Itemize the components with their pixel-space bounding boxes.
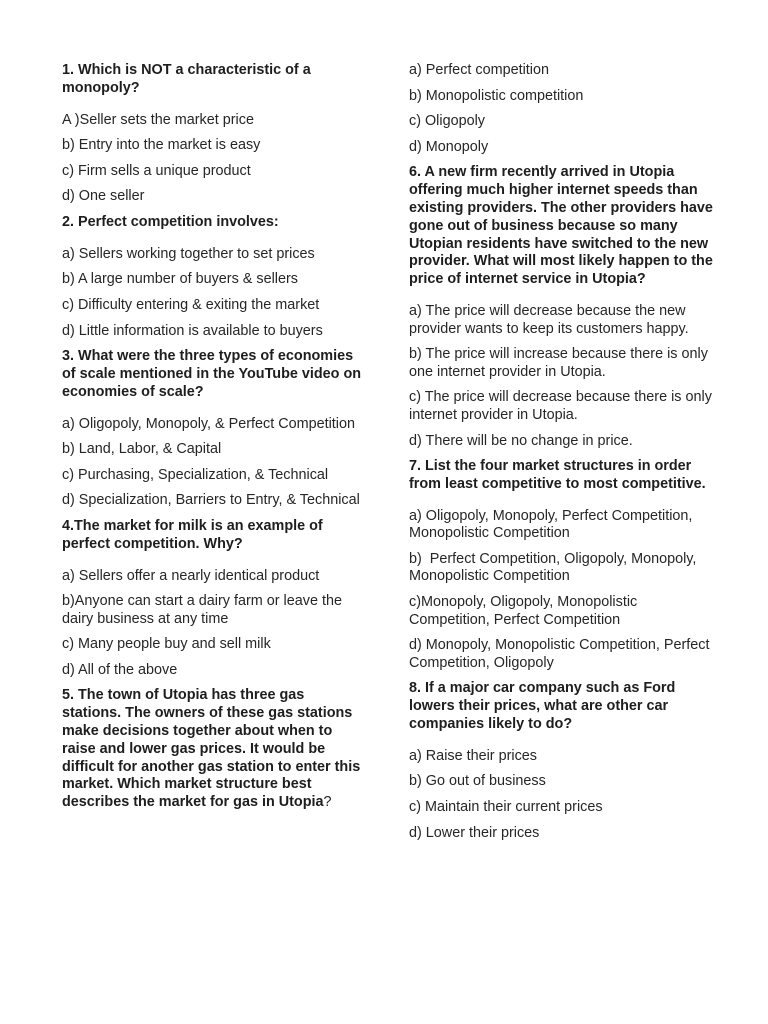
question-1: [62, 62, 362, 206]
answer-option: a) Sellers working together to set prices: [62, 245, 315, 262]
answer-option: d) Monopoly: [409, 138, 489, 155]
question-text: 6. A new firm recently arrived in Utopia offering much higher internet speeds than existing providers. The other providers have gone out of business because so many Utopian residents have switched to the new provider. What will most likely happen to the price of internet service in Utopia?: [409, 164, 713, 288]
answer-option: c) Oligopoly: [409, 113, 485, 130]
answer-option: b) Land, Labor, & Capital: [62, 441, 222, 458]
answer-option: a) Perfect competition: [409, 62, 549, 78]
question-text: [62, 687, 362, 812]
answer-option: b) A large number of buyers & sellers: [62, 271, 298, 288]
answer-option: d) There will be no change in price.: [409, 432, 633, 449]
answer-option: c) Firm sells a unique product: [62, 162, 251, 179]
question-text-bold: 5. The town of Utopia has three gas stations. The owners of these gas stations make decisions together about when to raise and lower gas prices. It would be difficult for another gas station to enter this market. Which market structure best describes the market for gas in Utopia: [62, 687, 361, 811]
question-text: 1. Which is NOT a characteristic of a monopoly?: [62, 62, 311, 96]
question-text: 8. If a major car company such as Ford lowers their prices, what are other car companies likely to do?: [409, 680, 676, 733]
answer-option: b) The price will increase because there is only one internet provider in Utopia.: [409, 346, 712, 380]
answer-option: d) One seller: [62, 188, 145, 205]
answer-option: c) Purchasing, Specialization, & Technical: [62, 466, 329, 483]
answer-option: A )Seller sets the market price: [62, 111, 254, 128]
question-4: [62, 518, 362, 680]
question-text: 7. List the four market structures in order from least competitive to most competitive.: [409, 458, 706, 492]
question-text: 4.The market for milk is an example of perfect competition. Why?: [62, 517, 323, 552]
answer-option: a) Oligopoly, Monopoly, & Perfect Competition: [62, 415, 356, 432]
answer-option: c) Many people buy and sell milk: [62, 636, 271, 653]
answer-option: d) All of the above: [62, 661, 178, 678]
answer-option: a) Raise their prices: [409, 747, 537, 764]
answer-option: a) Sellers offer a nearly identical product: [62, 567, 320, 584]
answer-option: c) Difficulty entering & exiting the market: [62, 296, 320, 313]
answer-option: d) Monopoly, Monopolistic Competition, Perfect Competition, Oligopoly: [409, 637, 714, 671]
question-5: [62, 687, 362, 812]
question-8: [409, 680, 719, 842]
answer-option: c)Monopoly, Oligopoly, Monopolistic Competition, Perfect Competition: [409, 594, 642, 628]
question-7: [409, 458, 719, 672]
question-6: [409, 164, 719, 450]
question-2: [62, 214, 362, 340]
answer-option: b) Go out of business: [409, 773, 546, 790]
answer-option: a) Oligopoly, Monopoly, Perfect Competition, Monopolistic Competition: [409, 507, 697, 542]
answer-option: c) The price will decrease because there is only internet provider in Utopia.: [409, 389, 716, 423]
answer-option: d) Little information is available to buyers: [62, 322, 323, 339]
question-suffix: ?: [323, 794, 332, 811]
right-column: [409, 62, 719, 850]
question-text: 2. Perfect competition involves:: [62, 213, 279, 230]
answer-option: b) Entry into the market is easy: [62, 137, 261, 154]
question-text: 3. What were the three types of economies of scale mentioned in the YouTube video on economies of scale?: [62, 348, 362, 400]
answer-option: d) Lower their prices: [409, 824, 540, 841]
question-5-options: [409, 62, 719, 156]
answer-option: b) Monopolistic competition: [409, 87, 584, 104]
answer-option: c) Maintain their current prices: [409, 799, 603, 816]
question-3: [62, 348, 362, 510]
answer-option: b)Anyone can start a dairy farm or leave the dairy business at any time: [62, 593, 346, 627]
answer-option: d) Specialization, Barriers to Entry, & Technical: [62, 492, 360, 509]
left-column: [62, 62, 362, 826]
answer-option: a) The price will decrease because the new provider wants to keep its customers happy.: [409, 302, 690, 337]
answer-option: b) Perfect Competition, Oligopoly, Monopoly, Monopolistic Competition: [409, 550, 701, 585]
